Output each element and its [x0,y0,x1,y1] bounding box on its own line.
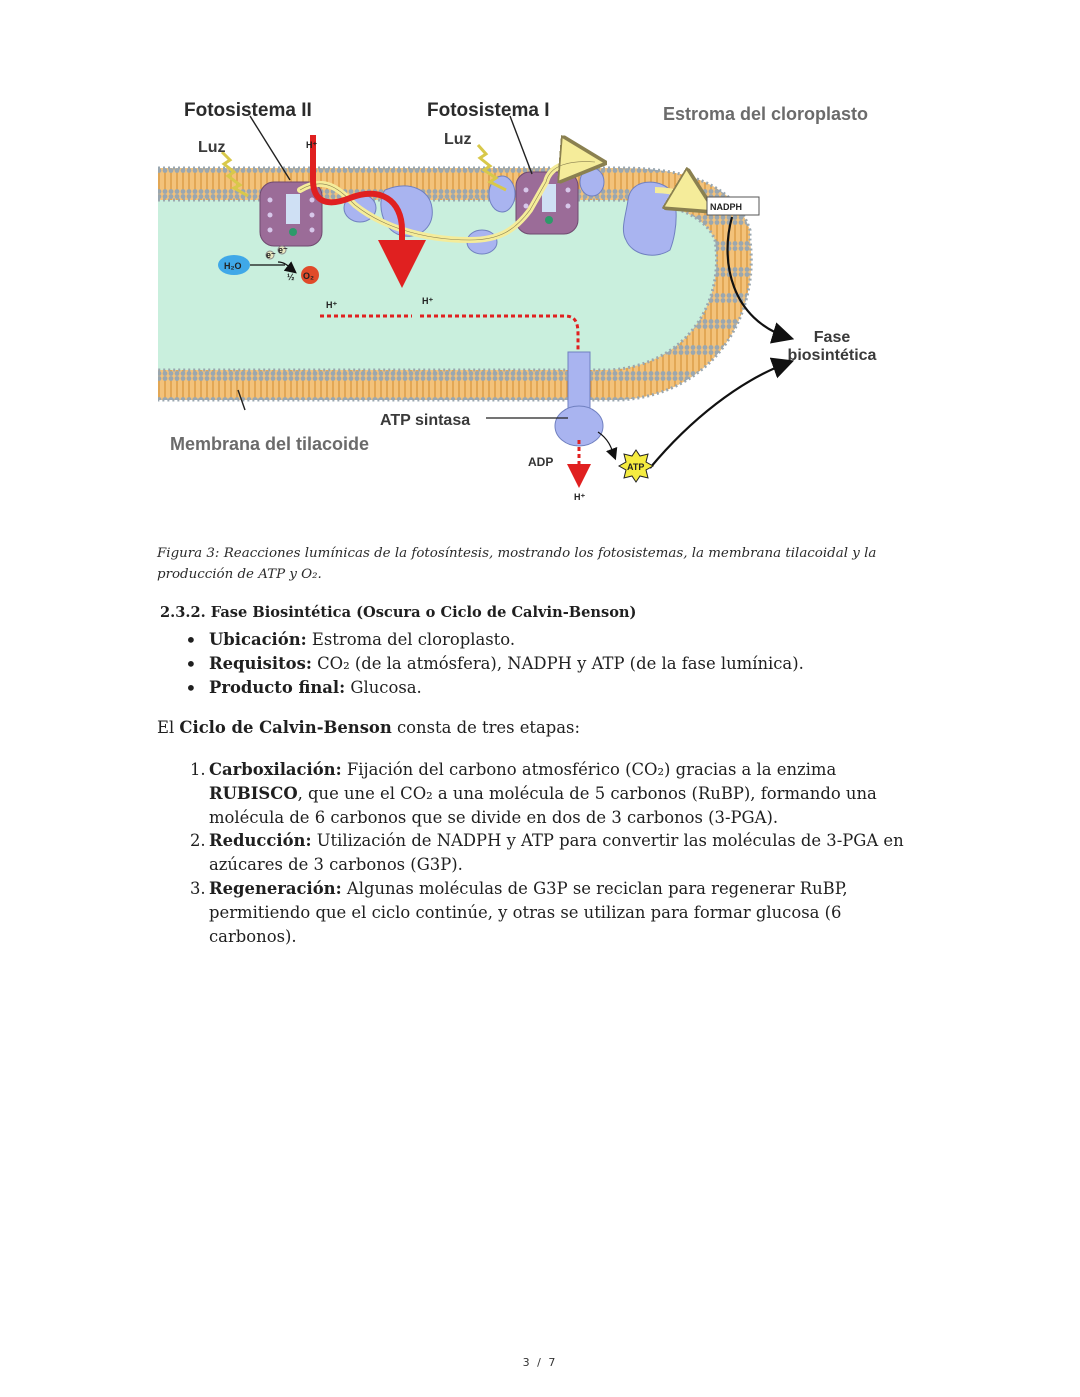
label-atp: ATP [627,462,645,472]
label-electron-1: e⁻ [266,250,276,260]
calvin-steps-list [190,758,905,948]
label-electron-2: e⁻ [278,245,288,255]
label-photosystem-i: Fotosistema I [427,100,550,121]
label-oxygen-half: ½ [287,272,295,282]
light-reactions-figure [150,90,890,510]
label-proton-bottom: H⁺ [574,492,586,502]
label-biosynthetic-1: Fase [813,329,851,346]
list-item: • Requisitos: CO₂ (de la atmósfera), NADPH y ATP (de la fase lumínica). [185,652,804,676]
label-light-2: Luz [444,131,472,148]
label-membrane: Membrana del tilacoide [170,434,370,454]
label-nadph: NADPH [710,202,743,212]
label-adp: ADP [528,455,554,469]
list-item: 1. Carboxilación: Fijación del carbono atmosférico (CO₂) gracias a la enzima RUBISCO, que une el CO₂ a una molécula de 5 carbonos (RuBP), formando una molécula de 6 carbonos que se divide en dos de 3 carbonos (3-PGA). [190,760,877,827]
label-biosynthetic-2: biosintética [787,347,877,364]
figure-caption: Figura 3: Reacciones lumínicas de la fotosíntesis, mostrando los fotosistemas, la membrana tilacoidal y la producción de ATP y O₂. [157,546,877,582]
label-proton-top: H⁺ [306,140,318,150]
label-atp-synthase: ATP sintasa [380,412,471,429]
list-item: 3. Regeneración: Algunas moléculas de G3P se reciclan para regenerar RuBP, permitiendo que el ciclo continúe, y otras se utilizan para formar glucosa (6 carbonos). [190,878,848,946]
label-water: H₂O [224,261,242,271]
list-item: 2. Reducción: Utilización de NADPH y ATP para convertir las moléculas de 3-PGA en azúcares de 3 carbonos (G3P). [190,831,904,875]
requirements-list [185,628,804,700]
label-photosystem-ii: Fotosistema II [184,100,312,121]
section-title: 2.3.2. Fase Biosintética (Oscura o Ciclo de Calvin-Benson) [160,604,637,621]
label-oxygen: O₂ [303,271,314,281]
list-item: • Ubicación: Estroma del cloroplasto. [185,628,804,652]
label-proton-lumen-1: H⁺ [326,300,338,310]
label-stroma: Estroma del cloroplasto [663,104,869,124]
light-reactions-diagram [150,90,890,510]
label-proton-lumen-2: H⁺ [422,296,434,306]
page-number: 3 / 7 [522,1356,558,1369]
label-light-1: Luz [198,139,226,156]
calvin-intro: El Ciclo de Calvin-Benson consta de tres etapas: [157,718,580,737]
list-item: • Producto final: Glucosa. [185,676,804,700]
